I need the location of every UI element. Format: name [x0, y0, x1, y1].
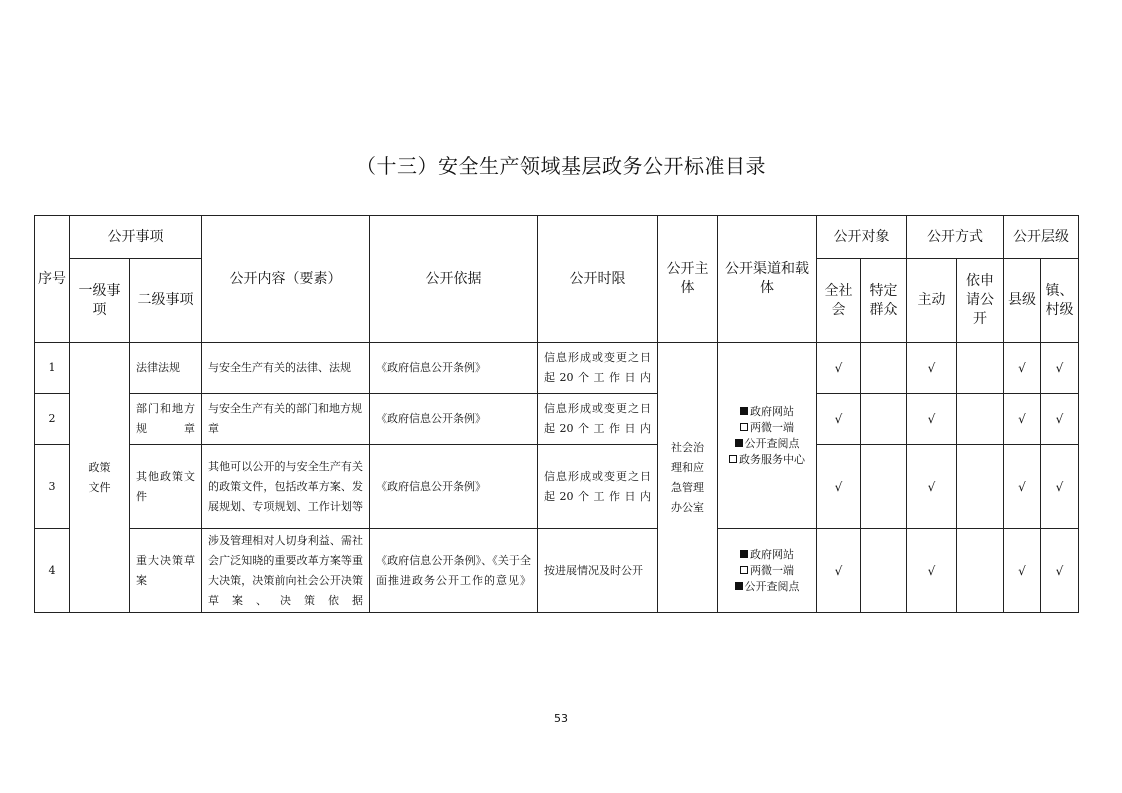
check-all-society: √: [817, 343, 861, 394]
row-level2: 重大决策草案: [130, 529, 202, 613]
header-level2: 二级事项: [130, 259, 202, 343]
subject-cell: 社会治理和应急管理办公室: [658, 343, 718, 613]
check-town: √: [1041, 394, 1079, 445]
row-seq: 3: [35, 445, 70, 529]
filled-square-icon: [740, 550, 748, 558]
check-specific: [861, 394, 907, 445]
check-active: √: [907, 445, 957, 529]
channel-item: 两微一端: [721, 420, 813, 436]
header-specific: 特定群众: [861, 259, 907, 343]
table-row: [35, 343, 1079, 394]
row-seq: 2: [35, 394, 70, 445]
check-county: √: [1004, 445, 1041, 529]
header-active: 主动: [907, 259, 957, 343]
channel-item: 公开查阅点: [721, 436, 813, 452]
channel-cell: [718, 343, 817, 529]
filled-square-icon: [735, 439, 743, 447]
check-apply: [957, 394, 1004, 445]
page-number: 53: [554, 712, 568, 725]
row-content: 涉及管理相对人切身利益、需社会广泛知晓的重要改革方案等重大决策，决策前向社会公开决策草案、决策依据: [202, 529, 370, 613]
header-all-society: 全社会: [817, 259, 861, 343]
header-time-limit: 公开时限: [538, 216, 658, 343]
empty-square-icon: [729, 455, 737, 463]
channel-item: 政府网站: [721, 547, 813, 563]
check-county: √: [1004, 529, 1041, 613]
row-seq: 1: [35, 343, 70, 394]
row-time: 按进展情况及时公开: [538, 529, 658, 613]
check-apply: [957, 445, 1004, 529]
row-basis: 《政府信息公开条例》: [370, 394, 538, 445]
header-basis: 公开依据: [370, 216, 538, 343]
header-channel: 公开渠道和载体: [718, 216, 817, 343]
row-time: 信息形成或变更之日起20个工作日内: [538, 394, 658, 445]
channel-item: 政务服务中心: [721, 452, 813, 468]
table-row: [35, 445, 1079, 529]
check-apply: [957, 343, 1004, 394]
check-apply: [957, 529, 1004, 613]
row-time: 信息形成或变更之日起20个工作日内: [538, 445, 658, 529]
filled-square-icon: [735, 582, 743, 590]
check-specific: [861, 343, 907, 394]
check-county: √: [1004, 343, 1041, 394]
level1-cell: 政策文件: [70, 343, 130, 613]
table-row: [35, 394, 1079, 445]
check-town: √: [1041, 529, 1079, 613]
standard-catalog-table: [34, 215, 1079, 613]
check-active: √: [907, 343, 957, 394]
row-content: 与安全生产有关的部门和地方规章: [202, 394, 370, 445]
empty-square-icon: [740, 566, 748, 574]
check-specific: [861, 445, 907, 529]
row-basis: 《政府信息公开条例》: [370, 445, 538, 529]
channel-item: 政府网站: [721, 404, 813, 420]
check-all-society: √: [817, 394, 861, 445]
header-target: 公开对象: [817, 216, 907, 259]
check-specific: [861, 529, 907, 613]
empty-square-icon: [740, 423, 748, 431]
row-level2: 部门和地方规章: [130, 394, 202, 445]
row-level2: 法律法规: [130, 343, 202, 394]
check-town: √: [1041, 343, 1079, 394]
channel-item: 公开查阅点: [721, 579, 813, 595]
header-apply: 依申请公开: [957, 259, 1004, 343]
check-town: √: [1041, 445, 1079, 529]
row-time: 信息形成或变更之日起20个工作日内: [538, 343, 658, 394]
check-county: √: [1004, 394, 1041, 445]
row-content: 其他可以公开的与安全生产有关的政策文件，包括改革方案、发展规划、专项规划、工作计划等: [202, 445, 370, 529]
check-all-society: √: [817, 445, 861, 529]
row-basis: 《政府信息公开条例》: [370, 343, 538, 394]
row-basis: 《政府信息公开条例》、《关于全面推进政务公开工作的意见》: [370, 529, 538, 613]
channel-cell: [718, 529, 817, 613]
page-title: （十三）安全生产领域基层政务公开标准目录: [356, 154, 766, 178]
header-county: 县级: [1004, 259, 1041, 343]
header-seq: 序号: [35, 216, 70, 343]
filled-square-icon: [740, 407, 748, 415]
check-active: √: [907, 529, 957, 613]
header-tier: 公开层级: [1004, 216, 1079, 259]
header-items: 公开事项: [70, 216, 202, 259]
row-content: 与安全生产有关的法律、法规: [202, 343, 370, 394]
header-level1: 一级事项: [70, 259, 130, 343]
table-row: [35, 529, 1079, 613]
channel-item: 两微一端: [721, 563, 813, 579]
header-method: 公开方式: [907, 216, 1004, 259]
row-seq: 4: [35, 529, 70, 613]
row-level2: 其他政策文件: [130, 445, 202, 529]
header-subject: 公开主体: [658, 216, 718, 343]
header-content: 公开内容（要素）: [202, 216, 370, 343]
check-all-society: √: [817, 529, 861, 613]
check-active: √: [907, 394, 957, 445]
header-town: 镇、村级: [1041, 259, 1079, 343]
